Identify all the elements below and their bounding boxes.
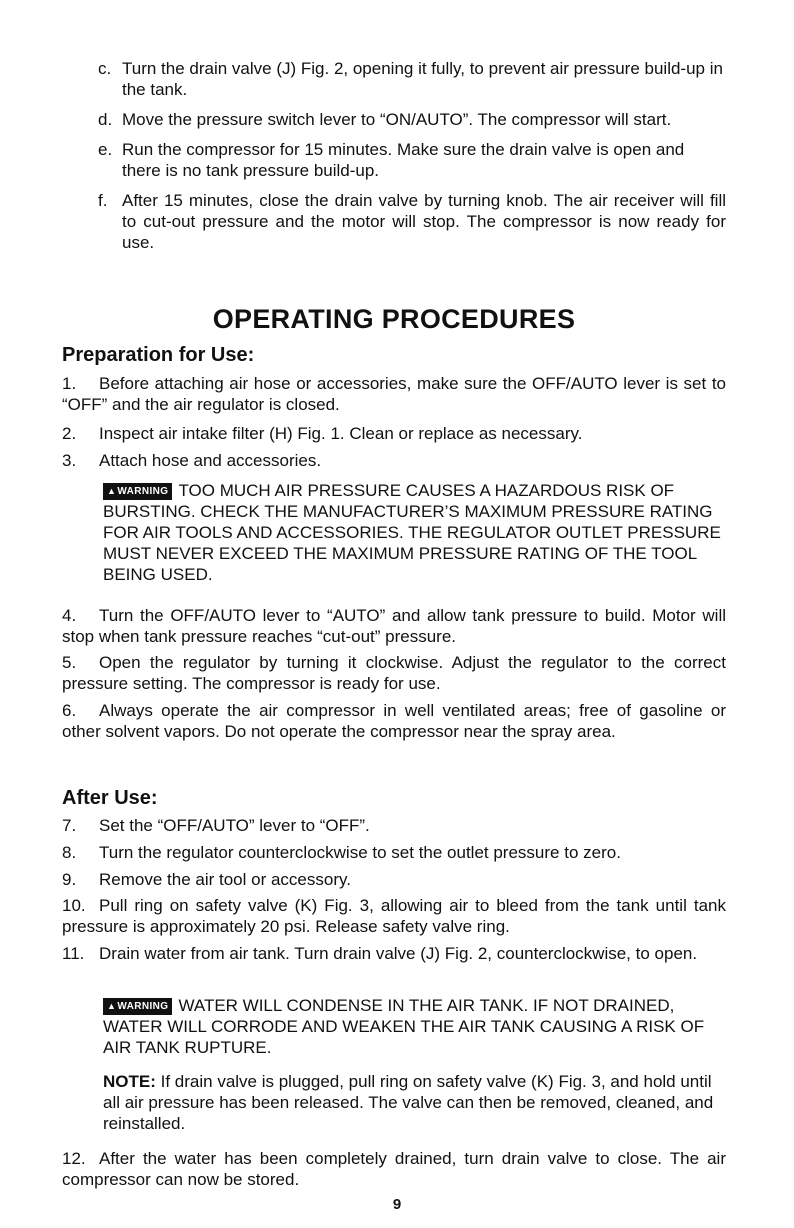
after-item-7 [62,815,726,836]
item-number: 6. [62,701,77,720]
prep-item-5 [62,652,726,694]
step-f [62,190,726,253]
step-text: Move the pressure switch lever to “ON/AUTO”. The compressor will start. [122,110,672,129]
condensation-warning [103,995,723,1058]
item-text: Pull ring on safety valve (K) Fig. 3, allowing air to bleed from the tank until tank pressure is approximately 20 psi. Release safety valve ring. [62,896,726,936]
item-text: Before attaching air hose or accessories, make sure the OFF/AUTO lever is set to “OFF” and the air regulator is closed. [62,374,726,414]
item-number: 9. [62,870,77,889]
step-c [62,58,726,100]
item-number: 11. [62,944,85,963]
preparation-heading: Preparation for Use: [62,344,255,366]
warning-badge [103,998,172,1015]
prep-item-4 [62,605,726,647]
warning-badge-label: WARNING [117,486,169,497]
after-item-9 [62,869,726,890]
after-item-12 [62,1148,726,1190]
item-number: 5. [62,653,77,672]
step-text: Run the compressor for 15 minutes. Make sure the drain valve is open and there is no tank pressure build-up. [122,140,685,180]
item-text: Attach hose and accessories. [99,451,322,470]
step-letter: c. [98,59,112,78]
step-letter: d. [98,110,113,129]
page-title: OPERATING PROCEDURES [212,304,576,334]
step-text: Turn the drain valve (J) Fig. 2, opening it fully, to prevent air pressure build-up in the tank. [122,59,723,99]
prep-item-6 [62,700,726,742]
item-number: 3. [62,451,77,470]
item-text: Open the regulator by turning it clockwise. Adjust the regulator to the correct pressure setting. The compressor is ready for use. [62,653,726,693]
item-number: 12. [62,1149,86,1168]
after-item-11 [62,943,726,964]
pressure-warning [103,480,723,585]
step-e [62,139,726,181]
item-text: Remove the air tool or accessory. [99,870,351,889]
warning-triangle-icon: ▲ [107,1001,117,1011]
item-number: 7. [62,816,77,835]
note-label: NOTE: [103,1072,156,1091]
prep-item-2 [62,423,726,444]
step-letter: e. [98,140,113,159]
warning-text: WATER WILL CONDENSE IN THE AIR TANK. IF NOT DRAINED, WATER WILL CORRODE AND WEAKEN THE AIR TANK CAUSING A RISK OF AIR TANK RUPTURE. [103,996,705,1057]
item-text: Always operate the air compressor in well ventilated areas; free of gasoline or other solvent vapors. Do not operate the compressor near the spray area. [62,701,726,741]
warning-badge-label: WARNING [117,1001,169,1012]
page-number: 9 [392,1196,402,1213]
prep-item-1 [62,373,726,415]
note-text: If drain valve is plugged, pull ring on safety valve (K) Fig. 3, and hold until all air pressure has been released. The valve can then be removed, cleaned, and reinstalled. [103,1072,714,1133]
item-number: 2. [62,424,77,443]
warning-triangle-icon: ▲ [107,486,117,496]
warning-badge [103,483,172,500]
after-use-heading: After Use: [62,787,158,809]
prep-item-3 [62,450,726,471]
item-text: Set the “OFF/AUTO” lever to “OFF”. [99,816,370,835]
item-text: Turn the regulator counterclockwise to set the outlet pressure to zero. [99,843,621,862]
after-item-8 [62,842,726,863]
step-text: After 15 minutes, close the drain valve by turning knob. The air receiver will fill to cut-out pressure and the motor will stop. The compressor is now ready for use. [122,191,726,252]
item-text: Turn the OFF/AUTO lever to “AUTO” and allow tank pressure to build. Motor will stop when tank pressure reaches “cut-out” pressure. [62,606,726,646]
drain-note [103,1071,723,1134]
item-number: 10. [62,896,86,915]
item-text: Drain water from air tank. Turn drain valve (J) Fig. 2, counterclockwise, to open. [99,944,698,963]
step-letter: f. [98,191,108,210]
item-text: Inspect air intake filter (H) Fig. 1. Clean or replace as necessary. [99,424,583,443]
warning-text: TOO MUCH AIR PRESSURE CAUSES A HAZARDOUS RISK OF BURSTING. CHECK THE MANUFACTURER’S MAXIMUM PRESSURE RATING FOR AIR TOOLS AND ACCESSORIES. THE REGULATOR OUTLET PRESSURE MUST NEVER EXCEED THE MAXIMUM PRESSURE RATING OF THE TOOL BEING USED. [103,481,721,584]
step-d [62,109,726,130]
after-item-10 [62,895,726,937]
item-number: 4. [62,606,77,625]
item-text: After the water has been completely drained, turn drain valve to close. The air compressor can now be stored. [62,1149,726,1189]
item-number: 1. [62,374,77,393]
item-number: 8. [62,843,77,862]
top-steps-list [62,58,726,262]
